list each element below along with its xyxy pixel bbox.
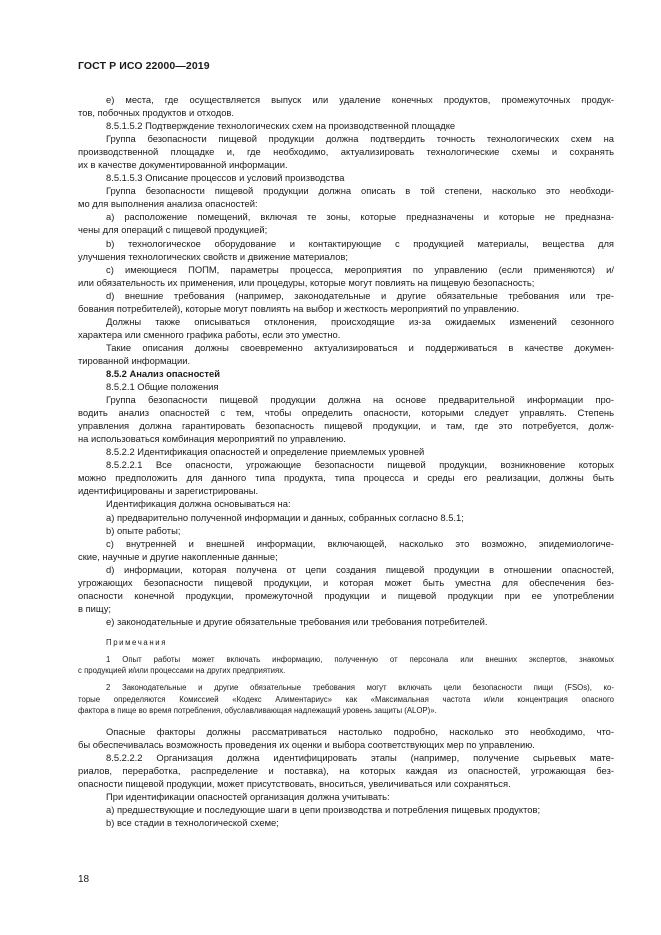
list-item: c) внутренней и внешней информации, включающей, насколько это возможно, эпидемиологиче- — [106, 537, 614, 549]
text-line: улучшения технологических свойств и движение материалов; — [78, 250, 349, 262]
page-number: 18 — [78, 874, 90, 885]
text-line: тированной информации. — [78, 354, 191, 366]
text-line: опасности конечной продукции, промежуточной продукции и пищевой продукции при ее употреблении — [78, 589, 614, 601]
note-line: торые определяются Комиссией «Кодекс Алиментариус» как «Максимальная частота и/или концентрация опасного — [78, 694, 614, 704]
list-item: a) предварительно полученной информации и данных, собранных согласно 8.5.1; — [106, 511, 464, 523]
list-item: a) расположение помещений, включая те зоны, которые предназначены и которые не предназна- — [106, 211, 614, 223]
list-item: b) опыте работы; — [106, 524, 181, 536]
section-heading: 8.5.1.5.3 Описание процессов и условий производства — [106, 172, 345, 184]
notes-block — [78, 637, 614, 716]
list-item: d) внешние требования (например, законодательные и другие обязательные требования или тре- — [106, 289, 614, 301]
text-line: Группа безопасности пищевой продукции должна подтвердить точность технологических схем на — [106, 133, 614, 145]
text-line: опасности пищевой продукции, может присутствовать, вноситься, увеличиваться или сохраняться. — [78, 778, 511, 790]
text-line: риалов, переработка, распределение и поставка), на которых каждая из опасностей, угрожающая без- — [78, 765, 614, 777]
text-line: управления должна гарантировать безопасность пищевой продукции, и там, где это потребуется, долж- — [78, 420, 614, 432]
text-line: в пищу; — [78, 602, 112, 614]
text-line: 8.5.2.2.2 Организация должна идентифицировать этапы (например, получение сырьевых мате- — [106, 752, 614, 764]
text-line: Идентификация должна основываться на: — [106, 498, 291, 510]
list-item: b) все стадии в технологической схеме; — [106, 817, 279, 829]
text-line: бования потребителей), которые могут повлиять на выбор и жесткость мероприятий по управлению. — [78, 302, 520, 314]
notes-title: Примечания — [106, 637, 168, 647]
text-line: чены для операций с пищевой продукцией; — [78, 224, 268, 236]
text-line: мо для выполнения анализа опасностей: — [78, 198, 258, 210]
note-line: фактора в пище во время потребления, обуславливающая надлежащий уровень защиты (ALOP)». — [78, 705, 437, 715]
text-line: Группа безопасности пищевой продукции должна на основе предварительной информации про- — [106, 394, 614, 406]
section-heading: 8.5.2 Анализ опасностей — [106, 367, 220, 379]
text-line: производственной площадке и, где необходимо, актуализировать технологические схемы и сохранять — [78, 146, 614, 158]
document-header: ГОСТ Р ИСО 22000—2019 — [78, 60, 210, 72]
section-heading: 8.5.2.1 Общие положения — [106, 381, 219, 393]
note-line: 1 Опыт работы может включать информацию, полученную от персонала или внешних экспертов, знакомых — [106, 655, 614, 665]
text-line: Должны также описываться отклонения, происходящие из-за ожидаемых изменений сезонного — [106, 315, 614, 327]
list-item: c) имеющиеся ПОПМ, параметры процесса, мероприятия по управлению (если применяются) и/ — [106, 263, 614, 275]
text-line: идентифицированы и зарегистрированы. — [78, 485, 259, 497]
text-line: Опасные факторы должны рассматриваться настолько подробно, насколько это необходимо, что- — [106, 726, 614, 738]
list-item: a) предшествующие и последующие шаги в цепи производства и потребления пищевых продуктов; — [106, 804, 541, 816]
text-line: можно предположить для данного типа продукта, типа процесса и среды его реализации, должны быть — [78, 472, 614, 484]
list-item: b) технологическое оборудование и контактирующие с продукцией материалы, вещества для — [106, 237, 614, 249]
section-heading: 8.5.1.5.2 Подтверждение технологических схем на производственной площадке — [106, 120, 456, 132]
text-line: 8.5.2.2.1 Все опасности, угрожающие безопасности пищевой продукции, возникновение которых — [106, 459, 614, 471]
text-line: или обязательность их применения, или процедуры, которые могут повлиять на пищевую безопасность; — [78, 276, 535, 288]
text-line: угрожающих безопасности пищевой продукции, и которая может быть уместна для обеспечения без- — [78, 576, 614, 588]
list-item: e) законодательные и другие обязательные требования или требования потребителей. — [106, 615, 488, 627]
text-line: При идентификации опасностей организация должна учитывать: — [106, 791, 390, 803]
section-heading: 8.5.2.2 Идентификация опасностей и определение приемлемых уровней — [106, 446, 425, 458]
note-line: с продукцией и/или процессами на других предприятиях. — [78, 666, 286, 676]
text-line: водить анализ опасностей с тем, чтобы определить опасности, которыми следует управлять. Степень — [78, 407, 614, 419]
text-line: Группа безопасности пищевой продукции должна описать в той степени, насколько это необходи- — [106, 185, 614, 197]
list-item: d) информации, которая получена от цепи создания пищевой продукции в отношении опасностей, — [106, 563, 614, 575]
text-line: тов, побочных продуктов и отходов. — [78, 107, 235, 119]
text-line: e) места, где осуществляется выпуск или удаление конечных продуктов, промежуточных продук- — [106, 94, 614, 105]
note-line: 2 Законодательные и другие обязательные требования могут включать цели безопасности пищи (FSOs), ко- — [106, 683, 614, 693]
text-line: характера или сменного графика работы, если это уместно. — [78, 328, 341, 340]
text-line: Такие описания должны своевременно актуализироваться и поддерживаться в качестве докумен- — [106, 341, 614, 353]
text-line: их в качестве документированной информации. — [78, 159, 288, 171]
text-line: ские, научные и другие накопленные данные; — [78, 550, 278, 562]
document-body — [78, 93, 614, 829]
text-line: на использоваться комбинация мероприятий по управлению. — [78, 433, 346, 445]
text-line: бы обеспечивалась возможность проведения их оценки и выбора соответствующих мер по управлению. — [78, 739, 535, 751]
